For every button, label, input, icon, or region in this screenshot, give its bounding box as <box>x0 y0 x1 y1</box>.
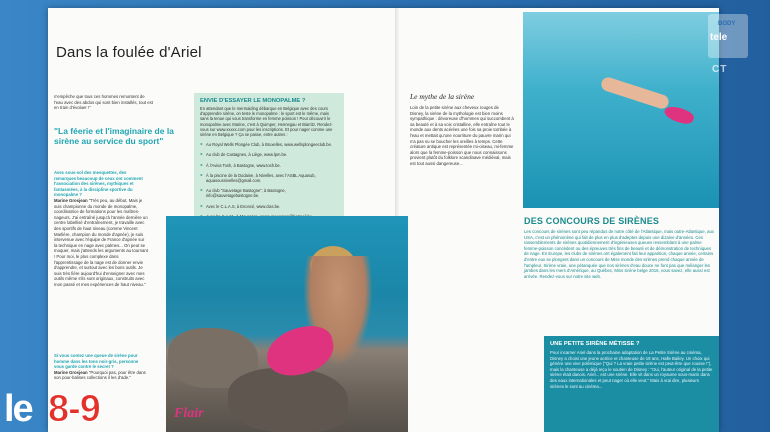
metisse-text: Pour incarner Ariel dans la prochaine adaptation de La Petite Sirène au cinéma, Disney a choisi une jeune actrice et chanteuse de 19 ans, Halle Bailey. Un choix qui génère une vive polémique ("Qui ? La vraie petite sirène est peut-être que rousse !"), mais la chanteuse a déjà reçu le soutien de Disney : "Oui, l'auteur original de la petite sirène était danois. Ariel... est une sirène. Elle vit dans un royaume sous-marin dans des eaux internationales et peut nager où elle veut." Mais à vrai dire, plusieurs sirènes le sont au cinéma... <box>550 350 713 389</box>
metisse-box <box>544 336 719 432</box>
contests-heading: DES CONCOURS DE SIRÈNES <box>524 216 660 226</box>
club-item: ► Au club "Sauvetage Bastogne", à Bastogne, info@sauvetagebastogne.be. <box>200 188 338 198</box>
interview-question-2: Si vous contez une queue de sirène pour homme dans les tons noir-gris, personne vous garde contre le secret ? <box>54 353 139 370</box>
article-intro: n'empêche que tous ces hommes remontent de l'eau avec des abdos qui sont bien installés, tout est en train d'évoluer !" <box>54 94 153 111</box>
article-title: Dans la foulée d'Ariel <box>56 44 202 61</box>
channel-logo-top: BODY <box>718 21 736 27</box>
interview-question: Avec sous-sol des mesquettes, des remarques beaucoup de ceux ont comment l'association des sirènes, mythiques et fantasmées, à la discipline sportive du monopalme ? <box>54 170 143 198</box>
myth-section <box>410 92 514 167</box>
photo-underwater-mermaid <box>523 12 719 208</box>
show-badge-number: 8-9 <box>48 388 100 430</box>
club-item: ► Au club de Castagnes, à Liège, www.lpm.be. <box>200 152 338 157</box>
channel-logo-main: tele <box>710 32 728 43</box>
club-item: ► Avec le C.L.A.S, à Enoncé, www.clas.be. <box>200 204 338 209</box>
monopalme-text: En attendant que le mermaiding débarque en Belgique avec des cours d'apprendre sirène, on teste le monopalme : le sport est le même, mais sans la tenue qui vous transforme en femme poisson ! Pour découvrir le monopalme avec Marine, c'est à Quimper, Hennegau et Biarritz. Rendez-vous sur www.xxxxx.com pour les inscriptions. Et pour nager comme une sirène en Belgique ? Ça se passe, entre autres : <box>200 106 333 138</box>
photo-rock <box>228 368 348 432</box>
myth-text: Loin de la petite sirène aux cheveux rouges de Disney, la sirène de la mythologie est bien moins sympathique : dévoreuse d'hommes qui succombent à sa beauté et à sa voix cristalline, elle entraîne tout le monde aux dents acérées une fois sa proie tombée à l'eau et mettait qu'une nourriture du pauvre marin qui n'a pas su se boucher les oreilles à temps. Cette créature antique est représentée mi-oiseau, mi-femme alors que la femme-poisson que nous connaissons provient plutôt du folklore scandinave médiéval, mais est tout aussi dangereuse... <box>410 105 514 166</box>
club-item: ► À la piscine de la Dodaine, à Nivelles, avec l'ASBL Aquasub, aquasousnivelles@gmail.com. <box>200 173 338 183</box>
interview-column-2 <box>54 353 148 381</box>
monopalme-heading: ENVIE D'ESSAYER LE MONOPALME ? <box>200 98 306 104</box>
myth-heading: Le mythe de la sirène <box>410 92 475 101</box>
contests-text: Les concours de sirènes sont peu répandus de notre côté de l'Atlantique, mais outre-Atlantique, aux USA, c'est un phénomène qui fait de plus en plus d'adeptes depuis une dizaine d'années. Ces rassemblements de sirènes quotidiennement d'ingénieuses queues ressemblant à une palme femme-poisson concèdent ou des épreuves très fins de beauté et de démonstration de techniques de nage. En Europe, les clubs de sirènes ont également fait leur apparition, chaque année, certains d'entre eux se plongent dans un concours de Miss monde des sirènes prend chaque année de l'ampleur. Sirène vraie, une pétanquée que nos sirènes d'eau douce ne font pas que mélanger les jambes dans les mers d'Amérique, au Québec, Miss sirène belge 2016, vous savez, elle aussi est arrivée. Rendez-vous sur notre site web. <box>524 229 715 279</box>
club-item: ► À l'Aviva Tosh, à Bastogne, www.tosh.be. <box>200 163 338 168</box>
channel-logo <box>708 14 748 58</box>
pull-quote: "La féerie et l'imaginaire de la sirène au service du sport" <box>54 126 174 146</box>
interview-column <box>54 170 148 287</box>
flair-logo: Flair <box>174 406 204 421</box>
interviewee-name: Marine Grosjean <box>54 197 88 203</box>
channel-logo-side: CT <box>712 64 728 75</box>
club-item: ► Au Royal Wells Plongée Club, à Bruxelles, www.wellsplongeeclub.be. <box>200 142 338 147</box>
contests-section <box>524 216 714 279</box>
metisse-heading: UNE PETITE SIRÈNE MÉTISSE ? <box>550 341 640 347</box>
interview-answer-2: "Pourquoi pas, pour être dans son pour-balises collections il les d'ade." <box>54 369 146 381</box>
show-badge-le: le <box>4 388 32 430</box>
interview-answer: "Très peu, au début. Mais je suis championne du monde de monopalme, coordinatrice de formations pour les maîtres-nageurs. J'ai entraîné jusqu'à l'année dernière un centre labellisé d'entraînement, je travaille avec des sportifs de haut niveau (comme Vincent Marlière, champion du monde d'apnée), je suis intervenue avec l'équipe de France d'apnée sur la technique en nage avec palmes... On peut se moquer, mais j'attends les arguments au tournant ! Pour moi, le plus complexe dans l'apprentissage de la nage est de donner envie d'apprendre, et surtout avec les bons outils. Je suis très fière aujourd'hui d'enseigner avec mes outils même s'ils sont originaux, construits avec mon passé et mes expériences de haut niveau." <box>54 197 148 287</box>
interviewee-name-2: Marine Grosjean <box>54 369 88 375</box>
show-badge <box>0 388 120 432</box>
magazine-spread <box>48 8 719 432</box>
